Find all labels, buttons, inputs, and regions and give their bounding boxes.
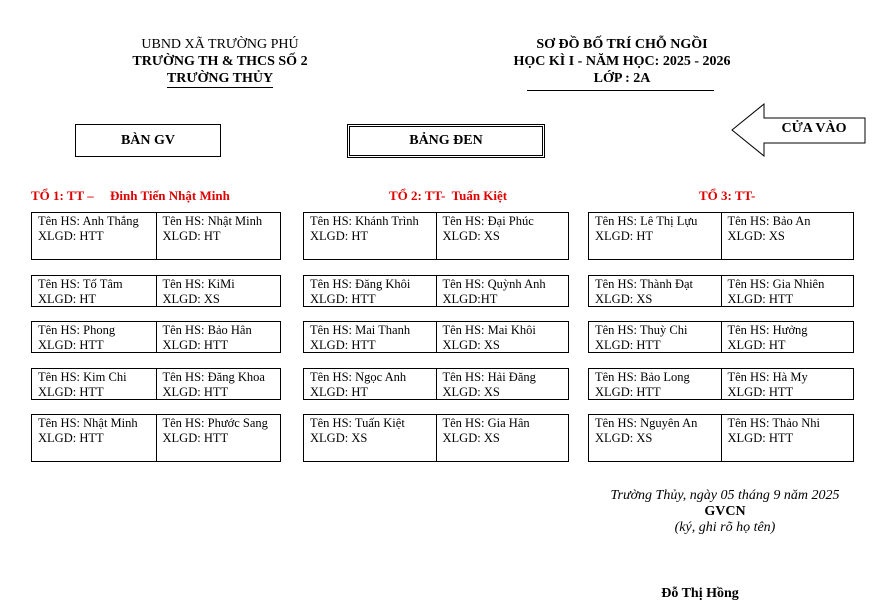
desk	[588, 275, 854, 307]
student-grade: XLGD: HT	[727, 338, 786, 352]
signature-block	[585, 488, 865, 536]
student-grade: XLGD: HTT	[38, 338, 104, 352]
document-header	[480, 36, 764, 87]
student-grade: XLGD: XS	[595, 292, 653, 306]
student-grade: XLGD: HT	[310, 229, 368, 243]
seat	[436, 369, 569, 399]
student-name: Tên HS: Bảo Long	[595, 370, 690, 384]
student-grade: XLGD: HTT	[310, 338, 376, 352]
student-grade: XLGD: HTT	[727, 385, 794, 399]
seat	[589, 322, 721, 352]
desk	[31, 275, 281, 307]
student-grade: XLGD: HTT	[727, 431, 794, 445]
seat	[156, 213, 281, 259]
student-name: Tên HS: Phong	[38, 323, 116, 337]
seat	[32, 322, 156, 352]
seat	[32, 276, 156, 306]
desk	[31, 414, 281, 462]
student-grade: XLGD: XS	[162, 292, 220, 306]
desk	[303, 212, 569, 260]
student-name: Tên HS: Mai Thanh	[310, 323, 411, 337]
teacher-desk: BÀN GV	[75, 124, 221, 157]
desk	[303, 321, 569, 353]
student-name: Tên HS: Nguyên An	[595, 416, 698, 430]
place-date: Trường Thủy, ngày 05 tháng 9 năm 2025	[610, 488, 840, 503]
seat	[589, 276, 721, 306]
student-grade: XLGD: HTT	[727, 292, 794, 306]
student-grade: XLGD: HTT	[595, 385, 661, 399]
student-grade: XLGD: HTT	[162, 338, 229, 352]
student-name: Tên HS: Kim Chi	[38, 370, 127, 384]
seat	[304, 322, 436, 352]
desk	[303, 368, 569, 400]
student-name: Tên HS: Quỳnh Anh	[442, 277, 546, 291]
signer-name: Đỗ Thị Hồng	[661, 586, 739, 601]
seat	[721, 415, 854, 461]
student-name: Tên HS: Thuỳ Chi	[595, 323, 688, 337]
seat	[436, 322, 569, 352]
seat	[721, 369, 854, 399]
seat	[156, 322, 281, 352]
student-grade: XLGD: HTT	[162, 385, 229, 399]
student-name: Tên HS: Tuấn Kiệt	[310, 416, 405, 430]
signer-role: GVCN	[704, 504, 746, 519]
desk	[31, 212, 281, 260]
student-name: Tên HS: Phước Sang	[162, 416, 268, 430]
student-grade: XLGD: XS	[442, 229, 500, 243]
desk	[588, 414, 854, 462]
seat	[436, 213, 569, 259]
student-name: Tên HS: Anh Thắng	[38, 214, 139, 228]
student-grade: XLGD: XS	[442, 431, 500, 445]
student-name: Tên HS: Nhật Minh	[38, 416, 138, 430]
document-title: SƠ ĐỒ BỐ TRÍ CHỖ NGỒI	[536, 37, 708, 52]
seat	[721, 322, 854, 352]
student-grade: XLGD: HTT	[38, 229, 104, 243]
student-grade: XLGD: HT	[310, 385, 368, 399]
student-name: Tên HS: Đại Phúc	[442, 214, 534, 228]
signature-note: (ký, ghi rõ họ tên)	[674, 520, 776, 535]
student-name: Tên HS: Hưởng	[727, 323, 808, 337]
group-2-title: TỔ 2: TT- Tuấn Kiệt	[389, 188, 508, 203]
seat	[589, 213, 721, 259]
class-underline	[527, 90, 714, 91]
student-grade: XLGD: XS	[595, 431, 653, 445]
student-grade: XLGD: HTT	[38, 431, 104, 445]
seat	[304, 213, 436, 259]
seat	[721, 213, 854, 259]
seat	[721, 276, 854, 306]
commune-name: TRƯỜNG THỦY	[166, 71, 274, 86]
seat	[32, 213, 156, 259]
student-name: Tên HS: KiMi	[162, 277, 235, 291]
desk	[303, 414, 569, 462]
seat	[589, 369, 721, 399]
student-grade: XLGD:HT	[442, 292, 498, 306]
student-name: Tên HS: Bảo An	[727, 214, 811, 228]
seat	[304, 369, 436, 399]
seat	[436, 415, 569, 461]
student-name: Tên HS: Hà My	[727, 370, 808, 384]
student-grade: XLGD: HTT	[595, 338, 661, 352]
student-grade: XLGD: HTT	[38, 385, 104, 399]
student-grade: XLGD: XS	[727, 229, 785, 243]
seat	[304, 415, 436, 461]
student-grade: XLGD: HT	[38, 292, 96, 306]
student-name: Tên HS: Gia Nhiên	[727, 277, 825, 291]
desk	[303, 275, 569, 307]
seat	[589, 415, 721, 461]
student-name: Tên HS: Tố Tâm	[38, 277, 123, 291]
student-name: Tên HS: Lê Thị Lựu	[595, 214, 698, 228]
seat	[32, 415, 156, 461]
school-name: TRƯỜNG TH & THCS SỐ 2	[132, 54, 308, 69]
student-grade: XLGD: HT	[595, 229, 653, 243]
student-grade: XLGD: XS	[442, 338, 500, 352]
desk	[31, 321, 281, 353]
seat	[156, 276, 281, 306]
student-grade: XLGD: XS	[310, 431, 368, 445]
desk	[31, 368, 281, 400]
blackboard: BẢNG ĐEN	[347, 124, 545, 158]
group-3-title: TỔ 3: TT-	[699, 188, 756, 203]
student-grade: XLGD: HTT	[162, 431, 229, 445]
student-name: Tên HS: Khánh Trình	[310, 214, 419, 228]
entrance-label: CỬA VÀO	[781, 121, 847, 136]
desk	[588, 212, 854, 260]
student-name: Tên HS: Ngọc Anh	[310, 370, 407, 384]
student-name: Tên HS: Đăng Khôi	[310, 277, 411, 291]
student-name: Tên HS: Gia Hân	[442, 416, 530, 430]
student-name: Tên HS: Đăng Khoa	[162, 370, 265, 384]
class-name: LỚP : 2A	[593, 71, 651, 86]
student-name: Tên HS: Thành Đạt	[595, 277, 694, 291]
student-grade: XLGD: XS	[442, 385, 500, 399]
authority-name: UBND XÃ TRƯỜNG PHÚ	[141, 37, 299, 52]
student-name: Tên HS: Mai Khôi	[442, 323, 536, 337]
student-name: Tên HS: Thảo Nhi	[727, 416, 820, 430]
desk	[588, 321, 854, 353]
student-name: Tên HS: Nhật Minh	[162, 214, 263, 228]
seat	[32, 369, 156, 399]
seat	[156, 369, 281, 399]
school-header	[100, 36, 340, 88]
student-grade: XLGD: HTT	[310, 292, 376, 306]
desk	[588, 368, 854, 400]
seat	[304, 276, 436, 306]
seat	[156, 415, 281, 461]
student-grade: XLGD: HT	[162, 229, 221, 243]
student-name: Tên HS: Hải Đăng	[442, 370, 536, 384]
seat	[436, 276, 569, 306]
school-year: HỌC KÌ I - NĂM HỌC: 2025 - 2026	[513, 54, 731, 69]
student-name: Tên HS: Bảo Hân	[162, 323, 252, 337]
group-1-title: TỔ 1: TT – Đinh Tiến Nhật Minh	[31, 188, 230, 203]
